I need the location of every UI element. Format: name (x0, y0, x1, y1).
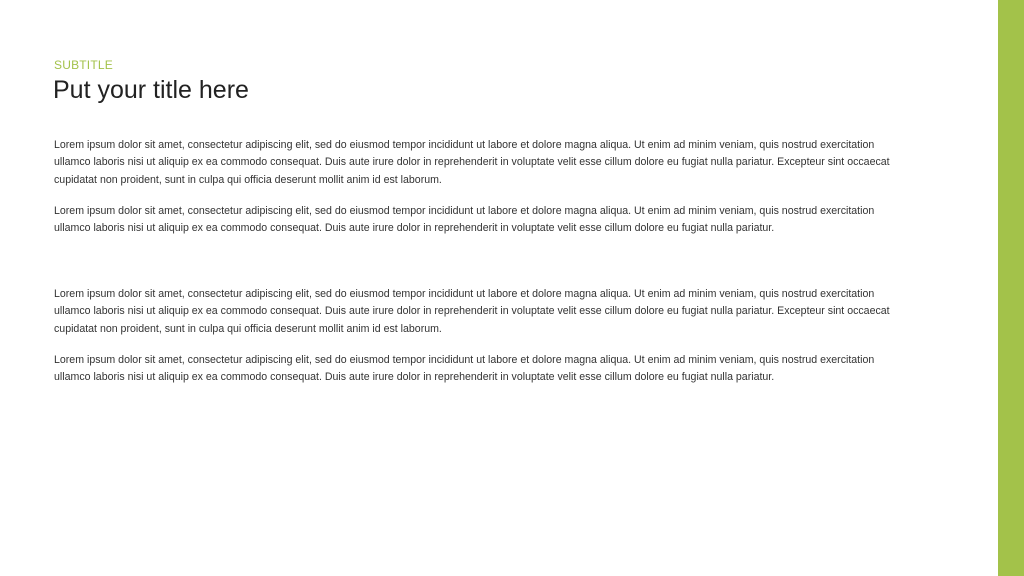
slide-subtitle: SUBTITLE (54, 58, 113, 72)
body-paragraph-4: Lorem ipsum dolor sit amet, consectetur adipiscing elit, sed do eiusmod tempor incididunt ut labore et dolore magna aliqua. Ut enim ad minim veniam, quis nostrud exercitation ullamco laboris nisi ut aliquip ex ea commodo consequat. Duis aute irure dolor in reprehenderit in voluptate velit esse cillum dolore eu fugiat nulla pariatur. (54, 354, 875, 384)
slide-title: Put your title here (53, 76, 249, 104)
body-paragraph-3: Lorem ipsum dolor sit amet, consectetur adipiscing elit, sed do eiusmod tempor incididunt ut labore et dolore magna aliqua. Ut enim ad minim veniam, quis nostrud exercitation ullamco laboris nisi ut aliquip ex ea commodo consequat. Duis aute irure dolor in reprehenderit in voluptate velit esse cillum dolore eu fugiat nulla pariatur. Excepteur sint occaecat cupidatat non proident, sunt in culpa qui officia deserunt mollit anim id est laborum. (54, 288, 890, 335)
body-paragraph-1: Lorem ipsum dolor sit amet, consectetur adipiscing elit, sed do eiusmod tempor incididunt ut labore et dolore magna aliqua. Ut enim ad minim veniam, quis nostrud exercitation ullamco laboris nisi ut aliquip ex ea commodo consequat. Duis aute irure dolor in reprehenderit in voluptate velit esse cillum dolore eu fugiat nulla pariatur. Excepteur sint occaecat cupidatat non proident, sunt in culpa qui officia deserunt mollit anim id est laborum. (54, 139, 890, 186)
body-paragraph-2: Lorem ipsum dolor sit amet, consectetur adipiscing elit, sed do eiusmod tempor incididunt ut labore et dolore magna aliqua. Ut enim ad minim veniam, quis nostrud exercitation ullamco laboris nisi ut aliquip ex ea commodo consequat. Duis aute irure dolor in reprehenderit in voluptate velit esse cillum dolore eu fugiat nulla pariatur. (54, 205, 875, 235)
accent-side-bar (998, 0, 1024, 576)
